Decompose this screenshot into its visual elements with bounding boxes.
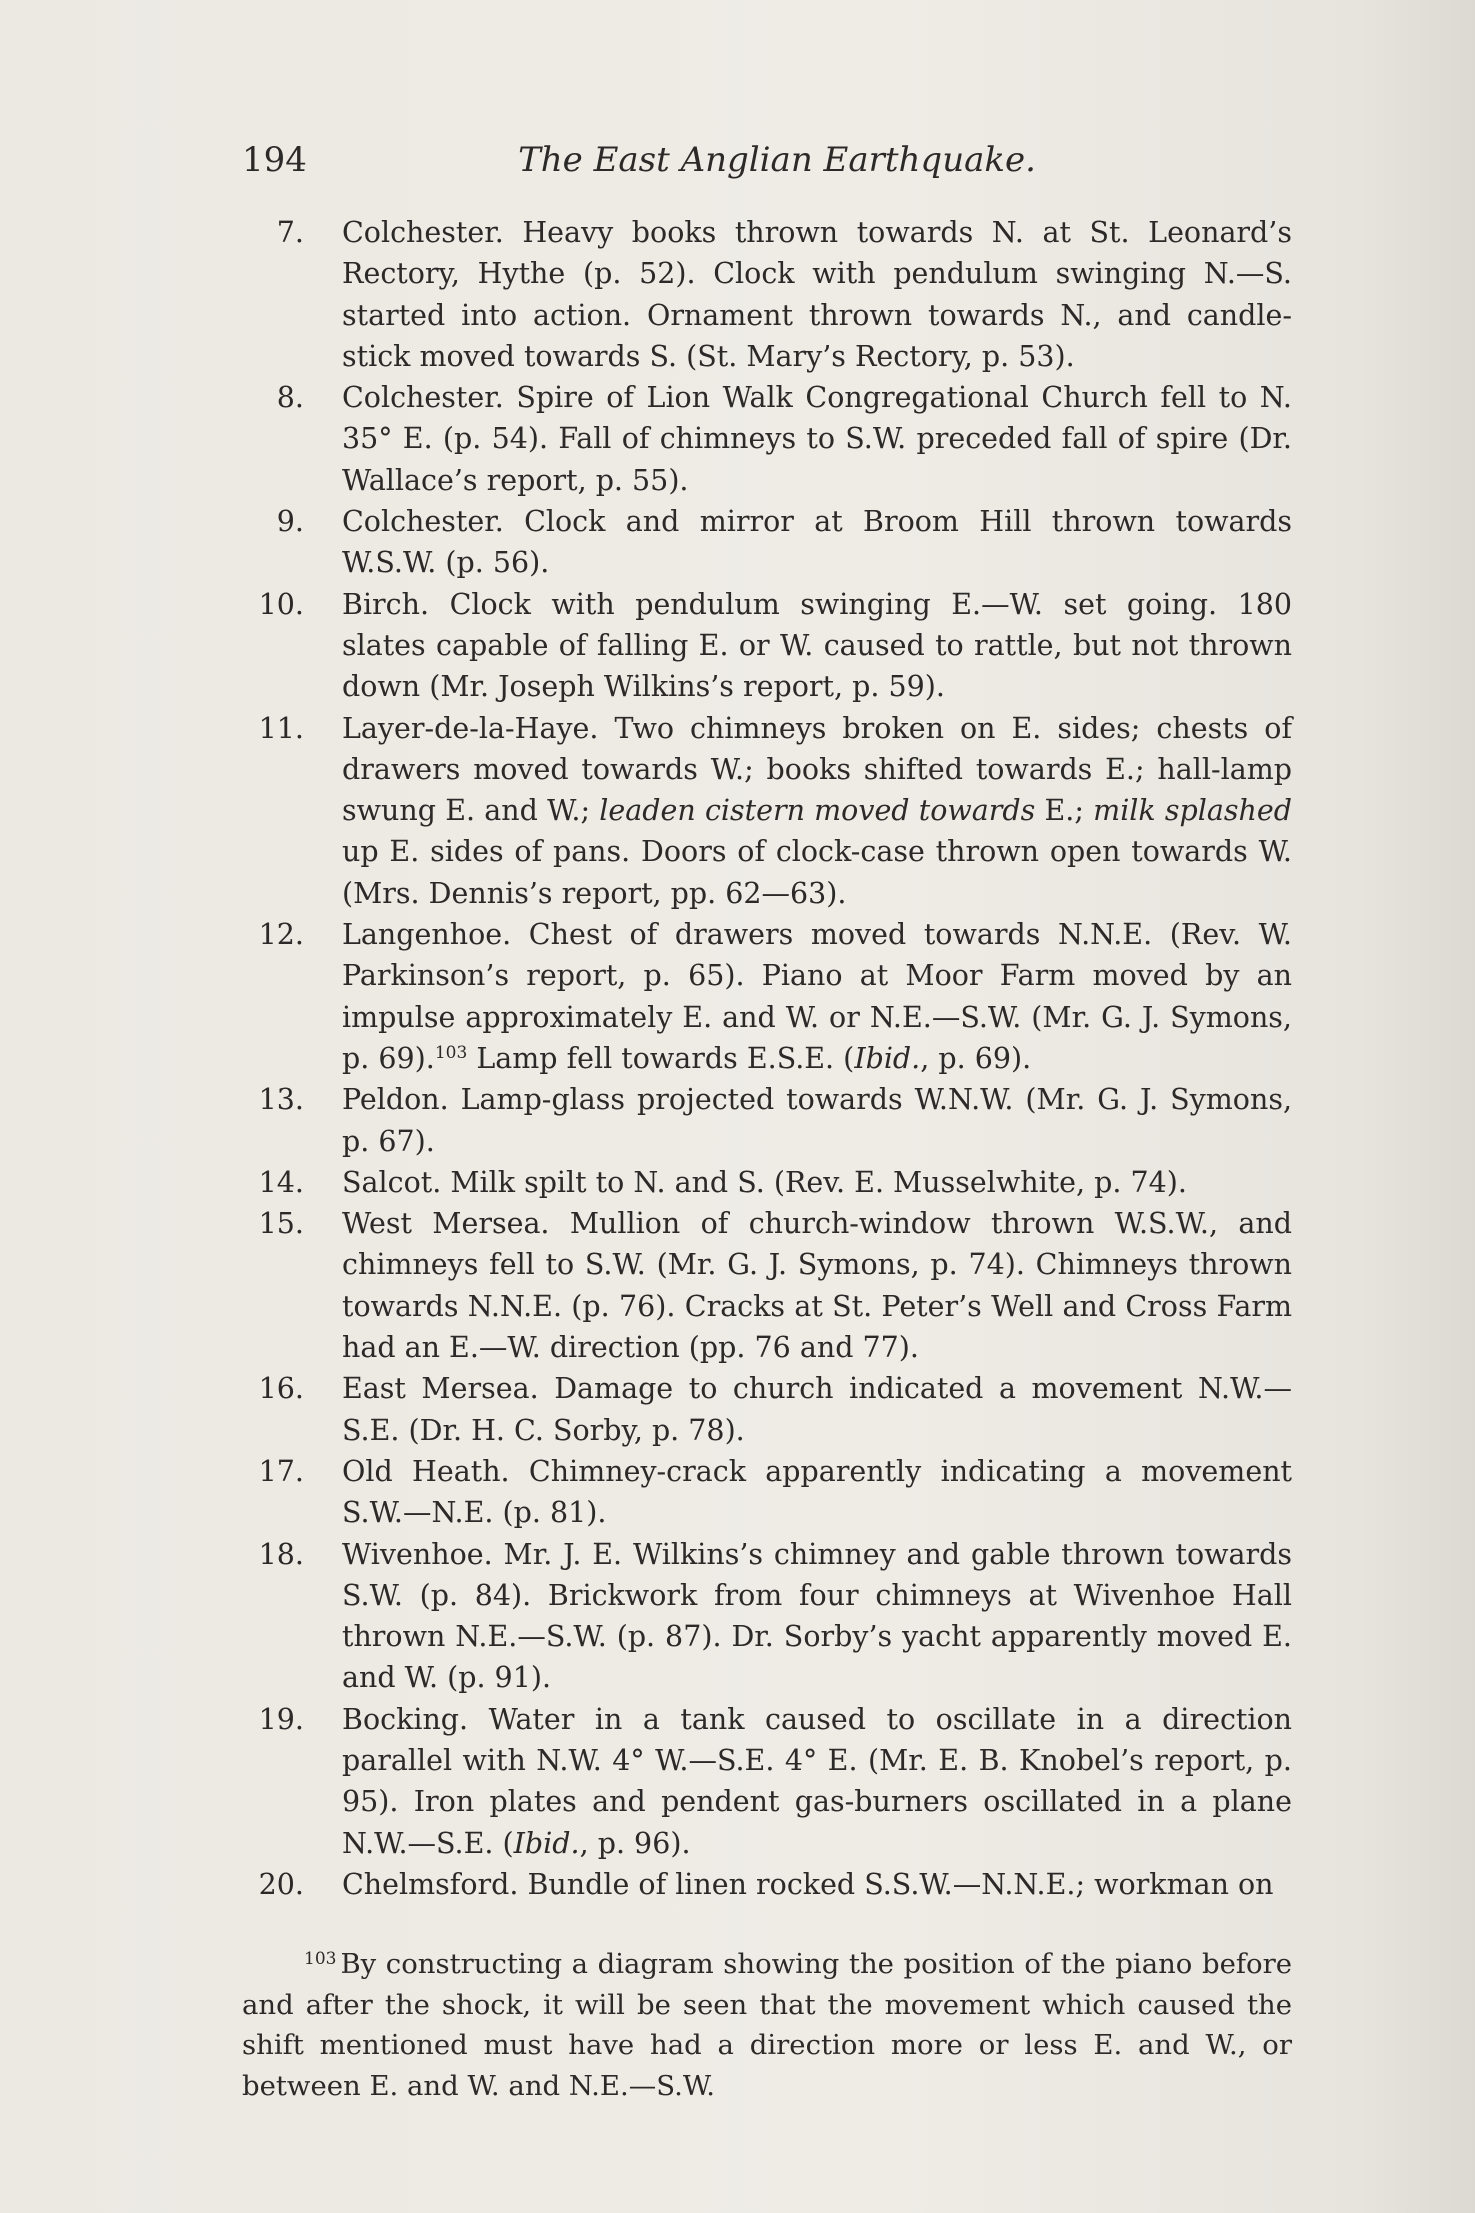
list-item [242,1079,1292,1162]
list-item [242,1699,1292,1864]
entry-number: 16. [258,1372,304,1406]
list-item [242,1203,1292,1368]
entry-text-part: up E. sides of pans. Doors of clock-case thrown open towards W. (Mrs. Dennis’s report, pp. 62—63). [342,835,1292,910]
list-item [242,1864,1292,1905]
entry-number: 7. [276,216,304,249]
entry-text: Salcot. Milk spilt to N. and S. (Rev. E. Musselwhite, p. 74). [342,1165,1187,1199]
entry-text: East Mersea. Damage to church indicated a movement N.W.—S.E. (Dr. H. C. Sorby, p. 78). [342,1372,1292,1447]
entry-text: Peldon. Lamp-glass projected towards W.N.W. (Mr. G. J. Symons, p. 67). [342,1083,1292,1158]
list-item [242,1451,1292,1534]
entry-text: Wivenhoe. Mr. J. E. Wilkins’s chimney and gable thrown towards S.W. (p. 84). Brickwork from four chimneys at Wivenhoe Hall thrown N.E.—S.W. (p. 87). Dr. Sorby’s yacht apparently moved E. and W. (p. 91). [342,1537,1292,1695]
footnote [242,1944,1292,2106]
list-item [242,1534,1292,1699]
list-item [242,1162,1292,1203]
list-item [242,914,1292,1079]
running-head [242,140,1312,190]
entry-text-part: Bocking. Water in a tank caused to oscillate in a direction parallel with N.W. 4° W.—S.E. 4° E. (Mr. E. B. Knobel’s report, p. 95). Iron plates and pendent gas-burners oscillated in a plane N.W.—S.E. ( [342,1702,1292,1860]
entry-text-part: Langenhoe. Chest of drawers moved towards N.N.E. (Rev. W. Parkinson’s report, p. 65). Piano at Moor Farm moved by an impulse approximately E. and W. or N.E.—S.W. (Mr. G. J. Symons, p. 69). [342,918,1292,1075]
entry-italic-text: milk splashed [1093,794,1292,828]
entry-number: 18. [258,1537,304,1571]
entry-text [342,1699,1292,1864]
entry-number: 15. [258,1207,304,1241]
entry-number: 12. [258,918,304,952]
entry-text-part: Layer-de-la-Haye. Two chimneys broken on E. sides; chests of drawers moved towards W.; books shifted towards E.; hall-lamp swung E. and W.; [342,711,1292,828]
entry-number: 10. [258,587,304,621]
entry-text: Old Heath. Chimney-crack apparently indicating a movement S.W.—N.E. (p. 81). [342,1454,1292,1530]
entry-text [342,914,1292,1079]
entry-italic-text: leaden cistern moved towards [599,794,1036,828]
entry-text-part: E.; [1035,794,1094,828]
entry-text: Chelmsford. Bundle of linen rocked S.S.W.—N.N.E.; workman on [342,1867,1274,1901]
entry-text: West Mersea. Mullion of church-window thrown W.S.W., and chimneys fell to S.W. (Mr. G. J. Symons, p. 74). Chimneys thrown towards N.N.E. (p. 76). Cracks at St. Peter’s Well and Cross Farm had an E.—W. direction (pp. 76 and 77). [342,1207,1292,1365]
entry-text-part: Lamp fell towards E.S.E. ( [467,1041,855,1075]
entry-text: Colchester. Spire of Lion Walk Congregational Church fell to N. 35° E. (p. 54). Fall of chimneys to S.W. preceded fall of spire (Dr. Wallace’s report, p. 55). [342,381,1292,497]
entry-number: 19. [258,1702,304,1736]
entry-text [342,708,1292,914]
entry-italic-text: Ibid. [513,1826,580,1860]
entry-italic-text: Ibid. [854,1041,921,1075]
list-item [242,1368,1292,1451]
entry-text-part: , p. 96). [579,1826,691,1860]
footnote-text: By constructing a diagram showing the position of the piano before and after the shock, it will be seen that the movement which caused the shift mentioned must have had a direction more or less E. and W., or between E. and W. and N.E.—S.W. [242,1948,1292,2102]
entry-number: 13. [258,1083,304,1117]
list-item [242,377,1292,501]
list-item [242,501,1292,584]
entry-text-part: , p. 69). [920,1041,1032,1075]
list-item [242,584,1292,708]
page-title: The East Anglian Earthquake. [518,140,1036,180]
list-item [242,708,1292,914]
entry-text: Colchester. Clock and mirror at Broom Hill thrown towards W.S.W. (p. 56). [342,505,1292,580]
list-item [242,212,1292,377]
entry-number: 20. [258,1867,304,1901]
entry-text: Colchester. Heavy books thrown towards N. at St. Leonard’s Rectory, Hythe (p. 52). Clock with pendulum swinging N.—S. started into action. Ornament thrown towards N., and candle-stick moved towards S. (St. Mary’s Rectory, p. 53). [342,216,1292,373]
entry-text: Birch. Clock with pendulum swinging E.—W. set going. 180 slates capable of falling E. or W. caused to rattle, but not thrown down (Mr. Joseph Wilkins’s report, p. 59). [342,587,1292,704]
footnote-marker: 103 [304,1949,337,1969]
entry-number: 9. [276,505,304,539]
page-number: 194 [242,140,307,180]
entry-list [242,212,1292,1905]
entry-number: 14. [258,1165,304,1199]
footnote-reference[interactable]: 103 [434,1042,468,1063]
entry-number: 8. [276,381,304,415]
entry-number: 11. [258,711,304,745]
entry-number: 17. [258,1454,304,1488]
